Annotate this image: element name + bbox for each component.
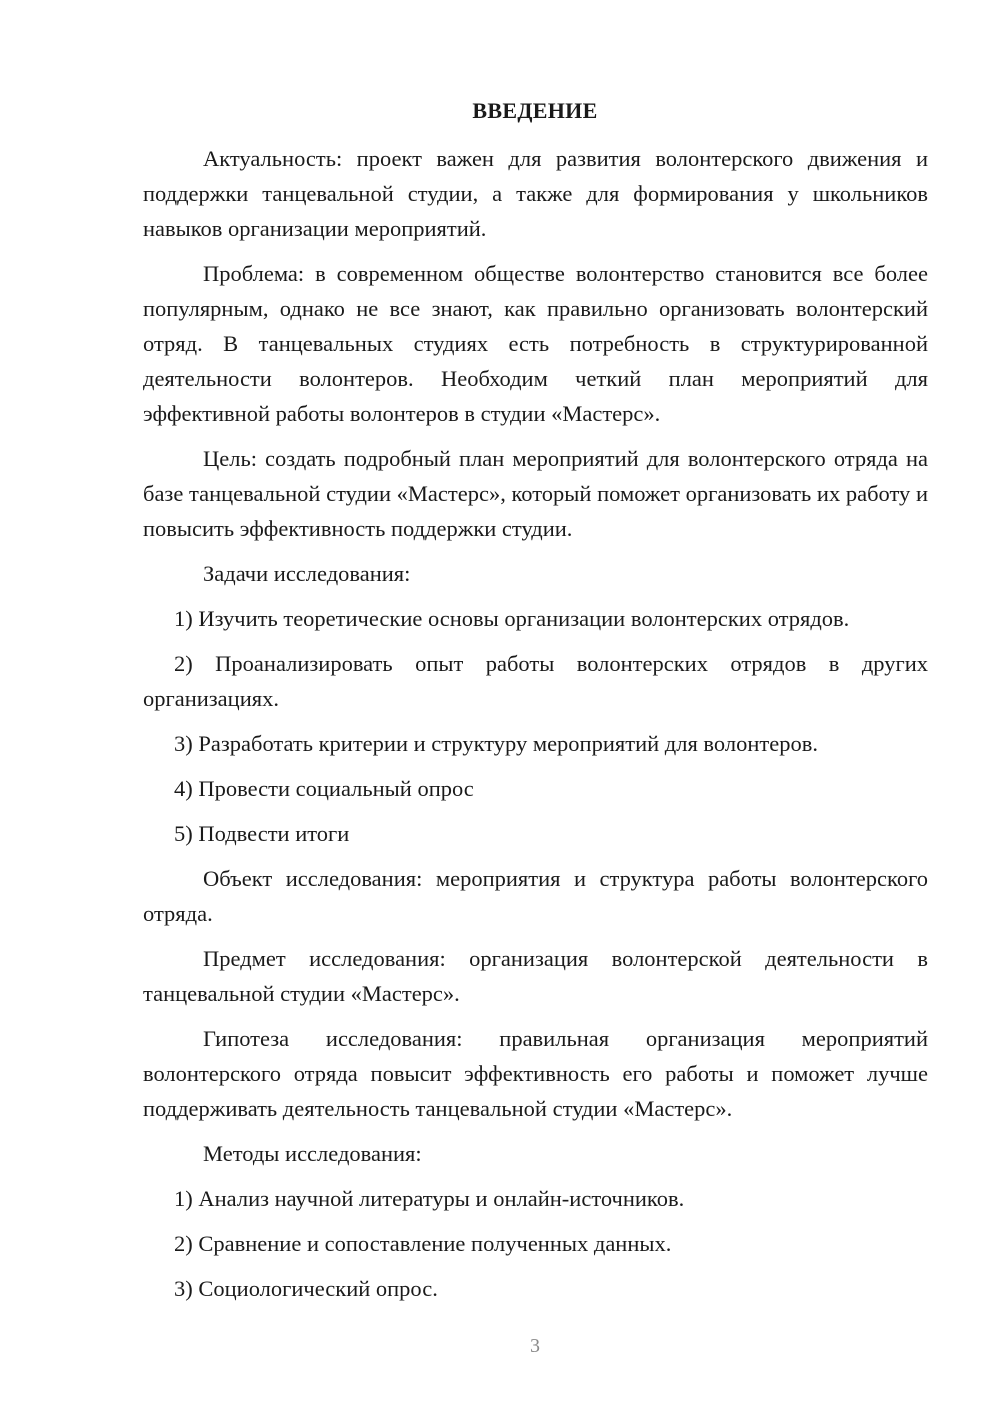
method-item: 3) Социологический опрос. <box>174 1276 438 1301</box>
method-item: 1) Анализ научной литературы и онлайн-источников. <box>174 1186 685 1211</box>
page-number: 3 <box>530 1335 540 1357</box>
section-body <box>143 141 928 1316</box>
task-item: 3) Разработать критерии и структуру мероприятий для волонтеров. <box>174 731 818 756</box>
goal-paragraph: Цель: создать подробный план мероприятий для волонтерского отряда на базе танцевальной студии «Мастерс», который поможет организовать их работу и повысить эффективность поддержки студии. <box>143 446 928 541</box>
hypothesis-paragraph: Гипотеза исследования: правильная организация мероприятий волонтерского отряда повысит эффективность его работы и поможет лучше поддерживать деятельность танцевальной студии «Мастерс». <box>143 1026 928 1121</box>
section-heading: ВВЕДЕНИЕ <box>472 98 598 123</box>
relevance-paragraph: Актуальность: проект важен для развития волонтерского движения и поддержки танцевальной студии, а также для формирования у школьников навыков организации мероприятий. <box>143 146 928 241</box>
method-item: 2) Сравнение и сопоставление полученных данных. <box>174 1231 672 1256</box>
methods-title: Методы исследования: <box>203 1141 422 1166</box>
problem-paragraph: Проблема: в современном обществе волонтерство становится все более популярным, однако не все знают, как правильно организовать волонтерский отряд. В танцевальных студиях есть потребность в структурированной деятельности волонтеров. Необходим четкий план мероприятий для эффективной работы волонтеров в студии «Мастерс». <box>143 261 928 426</box>
task-item: 2) Проанализировать опыт работы волонтерских отрядов в других организациях. <box>143 651 928 711</box>
object-paragraph: Объект исследования: мероприятия и структура работы волонтерского отряда. <box>143 866 928 926</box>
task-item: 5) Подвести итоги <box>174 821 350 846</box>
tasks-title: Задачи исследования: <box>203 561 411 586</box>
task-item: 1) Изучить теоретические основы организации волонтерских отрядов. <box>174 606 850 631</box>
subject-paragraph: Предмет исследования: организация волонтерской деятельности в танцевальной студии «Мастерс». <box>143 946 928 1006</box>
task-item: 4) Провести социальный опрос <box>174 776 474 801</box>
